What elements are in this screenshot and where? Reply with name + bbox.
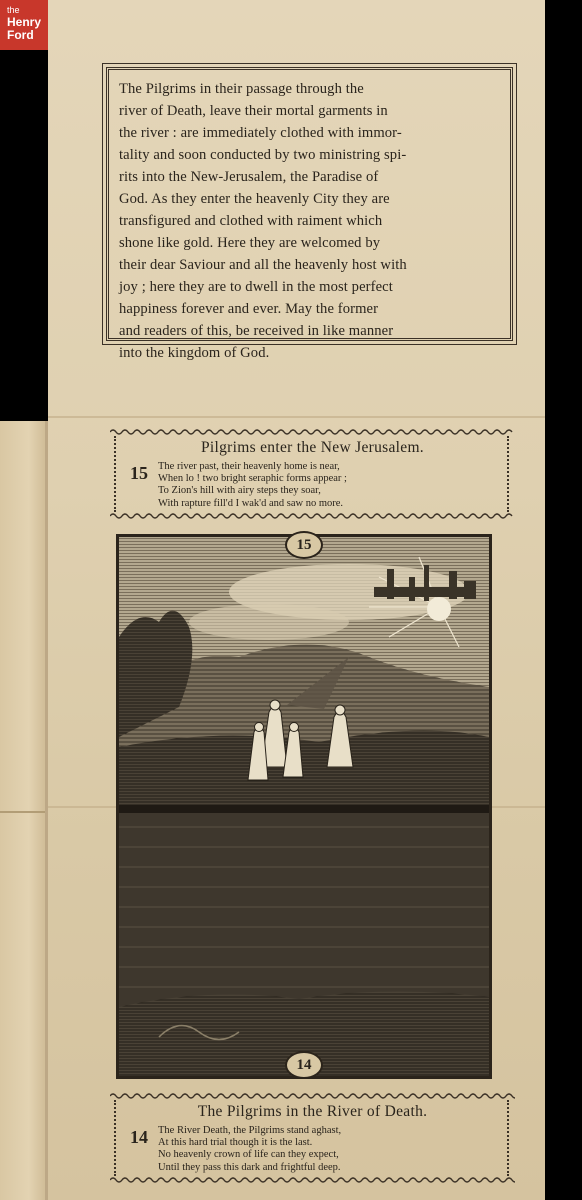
plate-number-bottom: 14 [285, 1051, 323, 1079]
verse-line: No heavenly crown of life can they expect, [158, 1149, 339, 1161]
verse-line: When lo ! two bright seraphic forms appear ; [158, 473, 347, 485]
narrative-line: tality and soon conducted by two ministring spi- [119, 147, 407, 163]
narrative-line: God. As they enter the heavenly City they are [119, 191, 390, 207]
narrative-paragraph [119, 78, 502, 364]
caption-15-verse [158, 461, 347, 510]
verse-line: Until they pass this dark and frightful deep. [158, 1161, 341, 1173]
narrative-line: and readers of this, be received in like manner [119, 323, 394, 339]
henry-ford-logo [0, 0, 50, 50]
verse-line: To Zion's hill with airy steps they soar, [158, 485, 321, 497]
narrative-line: into the kingdom of God. [119, 345, 270, 361]
caption-15-box [110, 428, 515, 520]
narrative-text-box [106, 67, 513, 361]
logo-henry: Henry [7, 15, 42, 29]
caption-15-title: Pilgrims enter the New Jerusalem. [201, 439, 424, 456]
engraving-illustration [119, 537, 489, 1076]
logo-the: the [7, 5, 20, 15]
verse-line: The river past, their heavenly home is near, [158, 461, 340, 472]
verse-line: The River Death, the Pilgrims stand aghast, [158, 1125, 342, 1136]
narrative-line: The Pilgrims in their passage through the [119, 81, 364, 97]
caption-14-title: The Pilgrims in the River of Death. [197, 1103, 428, 1120]
narrative-line: shone like gold. Here they are welcomed by [119, 235, 381, 251]
narrative-line: joy ; here they are to dwell in the most perfect [119, 279, 393, 295]
narrative-line: their dear Saviour and all the heavenly host with [119, 257, 407, 273]
wavy-border-bottom [110, 512, 515, 520]
narrative-line: river of Death, leave their mortal garments in [119, 103, 388, 119]
narrative-line: the river : are immediately clothed with immor- [119, 125, 402, 141]
plate-number-top: 15 [285, 531, 323, 559]
woodcut-engraving [116, 534, 492, 1079]
caption-14-box [110, 1092, 515, 1184]
folded-page-edge [0, 421, 48, 1200]
document-page [48, 0, 545, 1200]
wavy-border-bottom [110, 1176, 515, 1184]
narrative-line: rits into the New-Jerusalem, the Paradise of [119, 169, 379, 185]
caption-14-number: 14 [130, 1127, 148, 1147]
verse-line: With rapture fill'd I wak'd and saw no more. [158, 497, 344, 509]
wavy-border-top [110, 1092, 515, 1100]
narrative-line: transfigured and clothed with raiment which [119, 213, 383, 229]
caption-14-verse [158, 1125, 341, 1174]
wavy-border-top [110, 428, 515, 436]
logo-ford: Ford [7, 28, 34, 42]
narrative-line: happiness forever and ever. May the former [119, 301, 379, 317]
verse-line: At this hard trial though it is the last. [158, 1137, 313, 1149]
caption-15-number: 15 [130, 463, 148, 483]
